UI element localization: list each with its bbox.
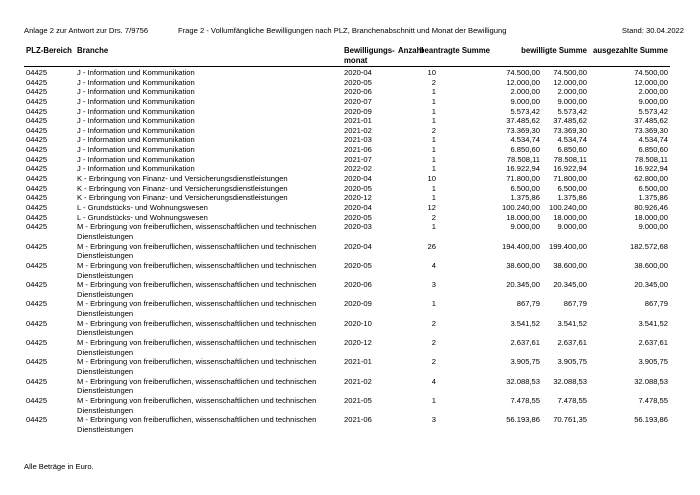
cell-monat: 2020-09 <box>344 106 372 116</box>
status-date: Stand: 30.04.2022 <box>621 26 684 35</box>
cell-beantragt: 2.000,00 <box>510 87 540 97</box>
cell-beantragt: 12.000,00 <box>506 77 540 87</box>
cell-bewilligt: 5.573,42 <box>557 106 587 116</box>
table-row <box>0 377 700 396</box>
cell-monat: 2021-01 <box>344 357 372 367</box>
cell-anzahl: 3 <box>431 280 436 290</box>
cell-monat: 2022-02 <box>344 164 372 174</box>
cell-monat: 2021-06 <box>344 415 372 425</box>
cell-monat: 2020-04 <box>344 68 372 77</box>
cell-beantragt: 20.345,00 <box>506 280 540 290</box>
cell-branche: M - Erbringung von freiberuflichen, wissenschaftlichen und technischen Dienstleistungen <box>77 280 317 299</box>
cell-bewilligt: 199.400,00 <box>548 241 587 251</box>
cell-branche: J - Information und Kommunikation <box>77 125 195 135</box>
cell-anzahl: 3 <box>431 415 436 425</box>
cell-monat: 2021-05 <box>344 395 372 405</box>
cell-monat: 2021-02 <box>344 125 372 135</box>
cell-anzahl: 2 <box>431 125 436 135</box>
cell-ausgezahlt: 3.541,52 <box>638 318 668 328</box>
cell-beantragt: 18.000,00 <box>506 212 540 222</box>
cell-ausgezahlt: 4.534,74 <box>638 135 668 145</box>
cell-ausgezahlt: 18.000,00 <box>634 212 668 222</box>
cell-branche: M - Erbringung von freiberuflichen, wissenschaftlichen und technischen Dienstleistungen <box>77 357 317 376</box>
cell-ausgezahlt: 182.572,68 <box>629 241 668 251</box>
cell-bewilligt: 37.485,62 <box>553 116 587 126</box>
cell-branche: M - Erbringung von freiberuflichen, wissenschaftlichen und technischen Dienstleistungen <box>77 338 317 357</box>
header-divider <box>24 66 670 67</box>
cell-bewilligt: 100.240,00 <box>548 202 587 212</box>
cell-beantragt: 78.508,11 <box>506 154 540 164</box>
cell-bewilligt: 2.000,00 <box>557 87 587 97</box>
column-header-beantragt: beantragte Summe <box>419 46 490 55</box>
cell-bewilligt: 3.905,75 <box>557 357 587 367</box>
cell-plz: 04425 <box>26 68 48 77</box>
cell-branche: J - Information und Kommunikation <box>77 164 195 174</box>
cell-monat: 2021-02 <box>344 376 372 386</box>
cell-ausgezahlt: 6.500,00 <box>638 183 668 193</box>
cell-anzahl: 12 <box>427 202 436 212</box>
cell-plz: 04425 <box>26 241 48 251</box>
cell-beantragt: 9.000,00 <box>510 96 540 106</box>
cell-plz: 04425 <box>26 145 48 155</box>
cell-beantragt: 7.478,55 <box>510 395 540 405</box>
cell-anzahl: 1 <box>431 183 436 193</box>
cell-plz: 04425 <box>26 135 48 145</box>
cell-monat: 2021-06 <box>344 145 372 155</box>
cell-bewilligt: 74.500,00 <box>553 68 587 77</box>
cell-bewilligt: 6.850,60 <box>557 145 587 155</box>
cell-monat: 2020-06 <box>344 87 372 97</box>
cell-ausgezahlt: 2.637,61 <box>638 338 668 348</box>
cell-bewilligt: 78.508,11 <box>553 154 587 164</box>
column-header-anzahl: Anzahl <box>398 46 424 55</box>
cell-branche: M - Erbringung von freiberuflichen, wissenschaftlichen und technischen Dienstleistungen <box>77 241 317 261</box>
cell-plz: 04425 <box>26 183 48 193</box>
cell-beantragt: 16.922,94 <box>506 164 540 174</box>
cell-branche: J - Information und Kommunikation <box>77 135 195 145</box>
cell-branche: J - Information und Kommunikation <box>77 116 195 126</box>
cell-bewilligt: 7.478,55 <box>557 395 587 405</box>
cell-monat: 2021-03 <box>344 135 372 145</box>
cell-ausgezahlt: 867,79 <box>644 299 668 309</box>
cell-bewilligt: 73.369,30 <box>553 125 587 135</box>
cell-plz: 04425 <box>26 125 48 135</box>
cell-beantragt: 5.573,42 <box>510 106 540 116</box>
cell-branche: K - Erbringung von Finanz- und Versicherungsdienstleistungen <box>77 183 288 193</box>
column-header-monat-line1: Bewilligungs- <box>344 46 395 55</box>
cell-beantragt: 38.600,00 <box>506 260 540 270</box>
cell-plz: 04425 <box>26 116 48 126</box>
cell-anzahl: 1 <box>431 116 436 126</box>
cell-ausgezahlt: 9.000,00 <box>638 222 668 232</box>
cell-anzahl: 1 <box>431 135 436 145</box>
cell-beantragt: 32.088,53 <box>506 376 540 386</box>
table-row <box>0 155 700 165</box>
cell-bewilligt: 20.345,00 <box>553 280 587 290</box>
cell-bewilligt: 867,79 <box>563 299 587 309</box>
cell-plz: 04425 <box>26 106 48 116</box>
cell-monat: 2020-12 <box>344 338 372 348</box>
table-row <box>0 174 700 184</box>
cell-anzahl: 1 <box>431 106 436 116</box>
cell-ausgezahlt: 74.500,00 <box>634 68 668 77</box>
table-row <box>0 68 700 78</box>
column-header-plz: PLZ-Bereich <box>26 46 72 55</box>
cell-monat: 2020-12 <box>344 193 372 203</box>
table-row <box>0 126 700 136</box>
table-row <box>0 242 700 261</box>
cell-ausgezahlt: 9.000,00 <box>638 96 668 106</box>
cell-anzahl: 2 <box>431 338 436 348</box>
cell-plz: 04425 <box>26 260 48 270</box>
cell-anzahl: 1 <box>431 145 436 155</box>
cell-anzahl: 4 <box>431 260 436 270</box>
cell-branche: J - Information und Kommunikation <box>77 145 195 155</box>
cell-beantragt: 74.500,00 <box>506 68 540 77</box>
cell-branche: M - Erbringung von freiberuflichen, wissenschaftlichen und technischen Dienstleistungen <box>77 415 317 434</box>
cell-beantragt: 4.534,74 <box>510 135 540 145</box>
cell-beantragt: 3.541,52 <box>510 318 540 328</box>
cell-plz: 04425 <box>26 299 48 309</box>
table-row <box>0 299 700 318</box>
cell-beantragt: 6.850,60 <box>510 145 540 155</box>
table-row <box>0 107 700 117</box>
cell-anzahl: 1 <box>431 395 436 405</box>
cell-branche: L - Grundstücks- und Wohnungswesen <box>77 202 208 212</box>
cell-ausgezahlt: 78.508,11 <box>634 154 668 164</box>
cell-branche: M - Erbringung von freiberuflichen, wissenschaftlichen und technischen Dienstleistungen <box>77 260 317 280</box>
cell-branche: J - Information und Kommunikation <box>77 154 195 164</box>
cell-anzahl: 1 <box>431 154 436 164</box>
cell-monat: 2020-06 <box>344 280 372 290</box>
cell-plz: 04425 <box>26 338 48 348</box>
cell-bewilligt: 70.761,35 <box>553 415 587 425</box>
cell-anzahl: 2 <box>431 77 436 87</box>
cell-branche: J - Information und Kommunikation <box>77 87 195 97</box>
table-row <box>0 203 700 213</box>
cell-anzahl: 1 <box>431 87 436 97</box>
table-row <box>0 338 700 357</box>
cell-monat: 2020-03 <box>344 222 372 232</box>
cell-plz: 04425 <box>26 212 48 222</box>
cell-branche: J - Information und Kommunikation <box>77 68 195 77</box>
cell-bewilligt: 2.637,61 <box>557 338 587 348</box>
cell-plz: 04425 <box>26 280 48 290</box>
table-row <box>0 280 700 299</box>
cell-ausgezahlt: 80.926,46 <box>634 202 668 212</box>
cell-branche: K - Erbringung von Finanz- und Versicherungsdienstleistungen <box>77 193 288 203</box>
cell-monat: 2020-05 <box>344 183 372 193</box>
cell-plz: 04425 <box>26 395 48 405</box>
cell-monat: 2020-04 <box>344 174 372 184</box>
cell-bewilligt: 16.922,94 <box>553 164 587 174</box>
cell-plz: 04425 <box>26 193 48 203</box>
cell-plz: 04425 <box>26 96 48 106</box>
cell-monat: 2020-05 <box>344 212 372 222</box>
cell-beantragt: 194.400,00 <box>501 241 540 251</box>
cell-monat: 2020-05 <box>344 260 372 270</box>
cell-ausgezahlt: 1.375,86 <box>638 193 668 203</box>
table-row <box>0 184 700 194</box>
column-header-branche: Branche <box>77 46 109 55</box>
table-row <box>0 87 700 97</box>
footnote: Alle Beträge in Euro. <box>24 462 94 471</box>
cell-bewilligt: 3.541,52 <box>557 318 587 328</box>
table-row <box>0 193 700 203</box>
table-row <box>0 396 700 415</box>
cell-beantragt: 9.000,00 <box>510 222 540 232</box>
table-title: Frage 2 - Vollumfängliche Bewilligungen nach PLZ, Branchenabschnitt und Monat der Bewilligung <box>178 26 507 35</box>
cell-plz: 04425 <box>26 87 48 97</box>
cell-bewilligt: 71.800,00 <box>553 174 587 184</box>
cell-anzahl: 4 <box>431 376 436 386</box>
cell-bewilligt: 38.600,00 <box>553 260 587 270</box>
cell-plz: 04425 <box>26 357 48 367</box>
cell-plz: 04425 <box>26 77 48 87</box>
column-header-monat <box>344 46 395 66</box>
data-table-body <box>0 68 700 435</box>
cell-beantragt: 2.637,61 <box>510 338 540 348</box>
cell-plz: 04425 <box>26 174 48 184</box>
cell-anzahl: 10 <box>427 68 436 77</box>
cell-plz: 04425 <box>26 222 48 232</box>
cell-beantragt: 6.500,00 <box>510 183 540 193</box>
cell-monat: 2020-04 <box>344 202 372 212</box>
cell-beantragt: 100.240,00 <box>501 202 540 212</box>
cell-anzahl: 2 <box>431 212 436 222</box>
cell-bewilligt: 9.000,00 <box>557 96 587 106</box>
table-row <box>0 357 700 376</box>
cell-plz: 04425 <box>26 376 48 386</box>
cell-anzahl: 1 <box>431 96 436 106</box>
cell-ausgezahlt: 32.088,53 <box>634 376 668 386</box>
cell-ausgezahlt: 5.573,42 <box>638 106 668 116</box>
cell-monat: 2020-09 <box>344 299 372 309</box>
cell-anzahl: 10 <box>427 174 436 184</box>
cell-anzahl: 1 <box>431 164 436 174</box>
cell-anzahl: 1 <box>431 193 436 203</box>
table-row <box>0 78 700 88</box>
cell-beantragt: 3.905,75 <box>510 357 540 367</box>
cell-monat: 2021-07 <box>344 154 372 164</box>
cell-bewilligt: 32.088,53 <box>553 376 587 386</box>
table-row <box>0 116 700 126</box>
cell-ausgezahlt: 6.850,60 <box>638 145 668 155</box>
cell-branche: J - Information und Kommunikation <box>77 96 195 106</box>
cell-ausgezahlt: 20.345,00 <box>634 280 668 290</box>
cell-plz: 04425 <box>26 164 48 174</box>
cell-bewilligt: 6.500,00 <box>557 183 587 193</box>
cell-plz: 04425 <box>26 415 48 425</box>
cell-bewilligt: 12.000,00 <box>553 77 587 87</box>
table-row <box>0 135 700 145</box>
cell-branche: J - Information und Kommunikation <box>77 106 195 116</box>
cell-beantragt: 37.485,62 <box>506 116 540 126</box>
cell-ausgezahlt: 12.000,00 <box>634 77 668 87</box>
cell-monat: 2020-10 <box>344 318 372 328</box>
cell-branche: M - Erbringung von freiberuflichen, wissenschaftlichen und technischen Dienstleistungen <box>77 318 317 338</box>
cell-anzahl: 26 <box>427 241 436 251</box>
cell-branche: M - Erbringung von freiberuflichen, wissenschaftlichen und technischen Dienstleistungen <box>77 376 317 396</box>
cell-bewilligt: 4.534,74 <box>557 135 587 145</box>
cell-branche: M - Erbringung von freiberuflichen, wissenschaftlichen und technischen Dienstleistungen <box>77 222 317 241</box>
column-header-ausgezahlt: ausgezahlte Summe <box>593 46 668 55</box>
table-row <box>0 213 700 223</box>
cell-ausgezahlt: 62.800,00 <box>634 174 668 184</box>
table-row <box>0 222 700 241</box>
cell-branche: L - Grundstücks- und Wohnungswesen <box>77 212 208 222</box>
cell-ausgezahlt: 38.600,00 <box>634 260 668 270</box>
table-row <box>0 97 700 107</box>
cell-bewilligt: 9.000,00 <box>557 222 587 232</box>
cell-monat: 2020-05 <box>344 77 372 87</box>
cell-beantragt: 73.369,30 <box>506 125 540 135</box>
cell-ausgezahlt: 56.193,86 <box>634 415 668 425</box>
cell-branche: J - Information und Kommunikation <box>77 77 195 87</box>
cell-beantragt: 1.375,86 <box>510 193 540 203</box>
column-header-monat-line2: monat <box>344 56 368 65</box>
cell-monat: 2021-01 <box>344 116 372 126</box>
cell-branche: M - Erbringung von freiberuflichen, wissenschaftlichen und technischen Dienstleistungen <box>77 299 317 319</box>
cell-ausgezahlt: 16.922,94 <box>634 164 668 174</box>
cell-anzahl: 2 <box>431 357 436 367</box>
cell-bewilligt: 18.000,00 <box>553 212 587 222</box>
document-reference: Anlage 2 zur Antwort zur Drs. 7/9756 <box>24 26 149 35</box>
table-row <box>0 261 700 280</box>
cell-ausgezahlt: 73.369,30 <box>634 125 668 135</box>
cell-branche: M - Erbringung von freiberuflichen, wissenschaftlichen und technischen Dienstleistungen <box>77 395 317 415</box>
cell-monat: 2020-07 <box>344 96 372 106</box>
cell-bewilligt: 1.375,86 <box>557 193 587 203</box>
cell-beantragt: 867,79 <box>516 299 540 309</box>
table-row <box>0 319 700 338</box>
cell-ausgezahlt: 3.905,75 <box>638 357 668 367</box>
cell-branche: K - Erbringung von Finanz- und Versicherungsdienstleistungen <box>77 174 288 184</box>
cell-anzahl: 1 <box>431 222 436 232</box>
column-header-bewilligt: bewilligte Summe <box>521 46 587 55</box>
table-row <box>0 164 700 174</box>
cell-plz: 04425 <box>26 318 48 328</box>
cell-ausgezahlt: 37.485,62 <box>634 116 668 126</box>
cell-ausgezahlt: 7.478,55 <box>638 395 668 405</box>
cell-plz: 04425 <box>26 202 48 212</box>
cell-plz: 04425 <box>26 154 48 164</box>
cell-beantragt: 56.193,86 <box>506 415 540 425</box>
cell-monat: 2020-04 <box>344 241 372 251</box>
cell-anzahl: 1 <box>431 299 436 309</box>
table-row <box>0 415 700 434</box>
table-row <box>0 145 700 155</box>
cell-beantragt: 71.800,00 <box>506 174 540 184</box>
cell-anzahl: 2 <box>431 318 436 328</box>
cell-ausgezahlt: 2.000,00 <box>638 87 668 97</box>
